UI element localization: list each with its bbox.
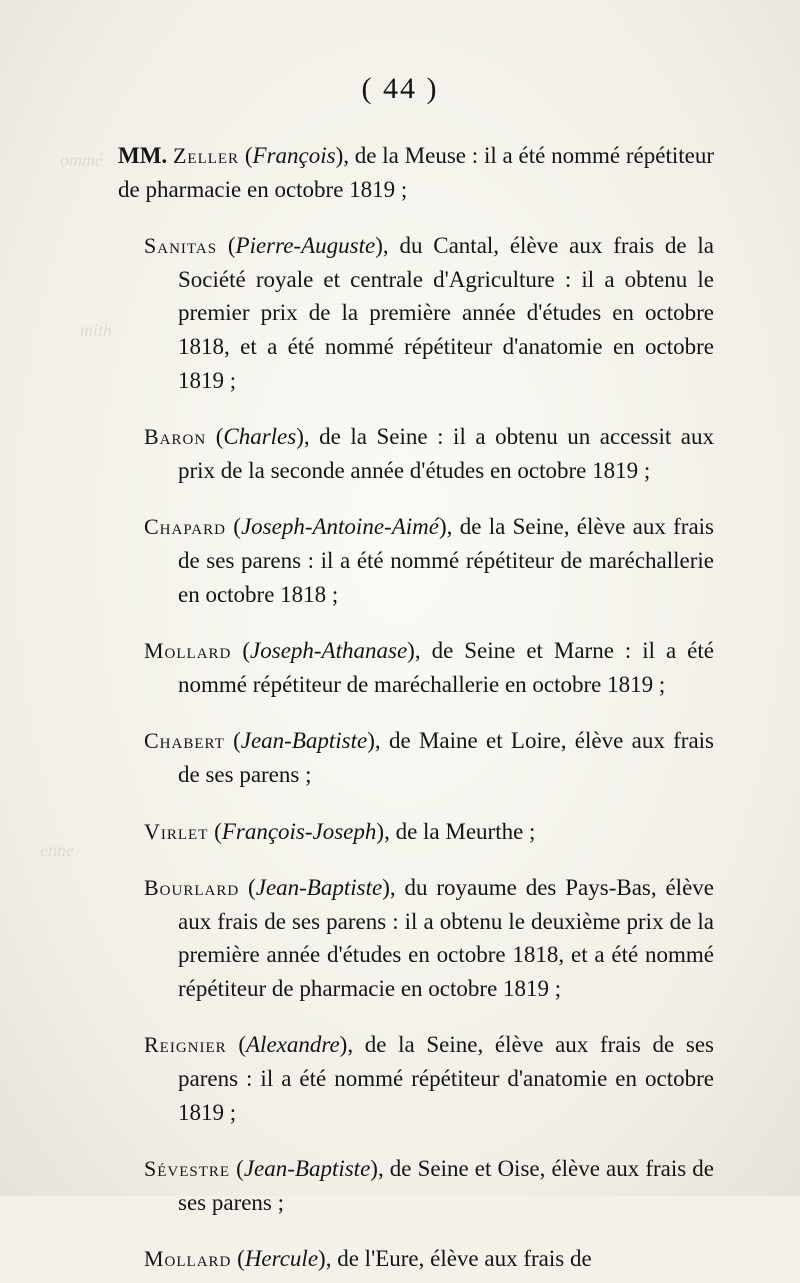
list-item: Sanitas (Pierre-Auguste), du Cantal, élève aux frais de la Société royale et centrale d'Agriculture : il a obtenu le premier prix de la première année d'études en octobre 1818, et a été nommé répétiteur d'anatomie en octobre 1819 ; bbox=[144, 233, 714, 393]
given-name: Joseph-Antoine-Aimé bbox=[240, 514, 439, 540]
surname: Sévestre bbox=[144, 1156, 231, 1182]
given-name: Charles bbox=[223, 424, 297, 450]
entry-text: , de la Seine : il a obtenu un accessit aux prix de la seconde année d'études en octobre 1819 ; bbox=[178, 424, 714, 483]
given-name: Jean-Baptiste bbox=[243, 1156, 371, 1182]
list-item: Bourlard (Jean-Baptiste), du royaume des Pays-Bas, élève aux frais de ses parens : il a obtenu le deuxième prix de la première année d'études en octobre 1818, et a été nommé répétiteur de pharmacie en octobre 1819 ; bbox=[144, 875, 714, 1001]
entry-text: , de Seine et Marne : il a été nommé répétiteur de maréchallerie en octobre 1819 ; bbox=[178, 638, 714, 697]
given-name: Hercule bbox=[244, 1246, 319, 1272]
list-item: MM. Zeller (François), de la Meuse : il a été nommé répétiteur de pharmacie en octobre 1819 ; bbox=[118, 143, 714, 202]
list-item: Sévestre (Jean-Baptiste), de Seine et Oise, élève aux frais de ses parens ; bbox=[144, 1156, 714, 1215]
entry-text: , du royaume des Pays-Bas, élève aux frais de ses parens : il a obtenu le deuxième prix de la première année d'études en octobre 1818, et a été nommé répétiteur de pharmacie en octobre 1819 ; bbox=[178, 875, 714, 1001]
given-name: Pierre-Auguste bbox=[235, 233, 376, 259]
list-item: Mollard (Hercule), de l'Eure, élève aux frais de bbox=[144, 1246, 592, 1272]
given-name: François bbox=[252, 143, 336, 168]
surname: Zeller bbox=[172, 143, 240, 168]
surname: Mollard bbox=[144, 638, 232, 664]
list-item: Chabert (Jean-Baptiste), de Maine et Loire, élève aux frais de ses parens ; bbox=[144, 728, 714, 787]
given-name: Alexandre bbox=[246, 1032, 340, 1058]
entry-text: , de l'Eure, élève aux frais de bbox=[325, 1246, 592, 1272]
bleed-through-text: mith bbox=[80, 320, 113, 340]
entry-text: , de Seine et Oise, élève aux frais de ses parens ; bbox=[178, 1156, 714, 1215]
page-number: ( 44 ) bbox=[361, 72, 439, 105]
surname: Mollard bbox=[144, 1246, 232, 1272]
given-name: François-Joseph bbox=[221, 818, 377, 844]
list-item: Chapard (Joseph-Antoine-Aimé), de la Seine, élève aux frais de ses parens : il a été nommé répétiteur de maréchallerie en octobre 1818 ; bbox=[144, 514, 714, 607]
surname: Reignier bbox=[144, 1032, 227, 1058]
list-item: Reignier (Alexandre), de la Seine, élève aux frais de ses parens : il a été nommé répétiteur d'anatomie en octobre 1819 ; bbox=[144, 1032, 714, 1125]
surname: Chabert bbox=[144, 728, 225, 754]
list-item: Baron (Charles), de la Seine : il a obtenu un accessit aux prix de la seconde année d'études en octobre 1819 ; bbox=[144, 424, 714, 483]
entry-text: , de la Meuse : il a été nommé répétiteur de pharmacie en octobre 1819 ; bbox=[118, 143, 714, 202]
student-list bbox=[84, 116, 714, 1283]
list-item: Virlet (François-Joseph), de la Meurthe ; bbox=[144, 818, 536, 844]
bleed-through-text: ommé bbox=[60, 150, 103, 170]
bleed-through-text: enne bbox=[40, 840, 74, 860]
entry-text: , de la Meurthe ; bbox=[384, 818, 536, 844]
surname: Bourlard bbox=[144, 875, 240, 901]
surname: Baron bbox=[144, 424, 207, 450]
given-name: Jean-Baptiste bbox=[255, 875, 383, 901]
entry-text: , de Maine et Loire, élève aux frais de ses parens ; bbox=[178, 728, 714, 787]
surname: Sanitas bbox=[144, 233, 218, 259]
given-name: Jean-Baptiste bbox=[240, 728, 368, 754]
honorific: MM. bbox=[118, 143, 168, 168]
given-name: Joseph-Athanase bbox=[250, 638, 408, 664]
list-item: Mollard (Joseph-Athanase), de Seine et Marne : il a été nommé répétiteur de maréchallerie en octobre 1819 ; bbox=[144, 638, 714, 697]
surname: Chapard bbox=[144, 514, 226, 540]
surname: Virlet bbox=[144, 818, 209, 844]
entry-text: , de la Seine, élève aux frais de ses parens : il a été nommé répétiteur d'anatomie en octobre 1819 ; bbox=[178, 1032, 714, 1125]
entry-text: , du Cantal, élève aux frais de la Société royale et centrale d'Agriculture : il a obtenu le premier prix de la première année d'études en octobre 1818, et a été nommé répétiteur d'anatomie en octobre 1819 ; bbox=[178, 233, 714, 393]
entry-text: , de la Seine, élève aux frais de ses parens : il a été nommé répétiteur de maréchallerie en octobre 1818 ; bbox=[178, 514, 714, 607]
